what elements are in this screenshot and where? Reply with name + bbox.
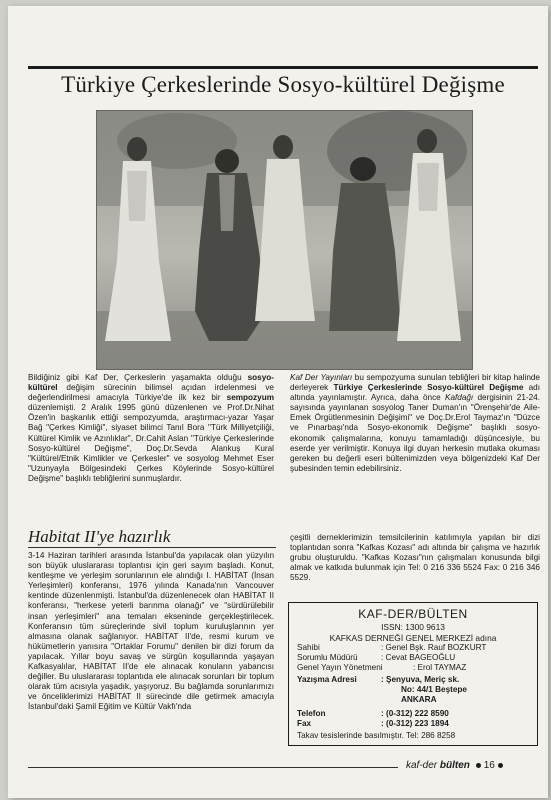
footer-dot-right-icon [498,763,503,768]
habitat-text: 3-14 Haziran tarihleri arasında İstanbul'da yapılacak olan yüzyılın son büyük uluslararası toplantısı için geri sayım başladı. Konut, kentleşme ve yerleşim sorunlarının ele alındığı I. HABİTAT (İnsan Yerleşimleri) konferansı, 1976 yılında Kanada'nın Vancouver kentinde düzenlenmişti. İstanbul'da düzenlenecek olan HABİTAT II konferansı, "herkese yeterli barınma olanağı" ve "sürdürülebilir insan yerleşimleri" ana temaları ekseninde gerçekleştirilecek. Konferansın tüm süreçlerinde sivil toplum kuruluşlarının yer almasına olanak sağlanıyor. HABİTAT II'de, resmi kurum ve hükümetlerin yanısıra "Ortaklar Forumu" denilen bir dizi forum da yapılacak. Yıllar boyu savaş ve sürgün koşullarında yaşayan Kafkasyalılar, HABİTAT II'de ele alınacak konuların yabancısı değiller. Bu uluslararası toplantıda ele alınacak sorunları bir toplum olarak tüm acısıyla yaşadık, yaşıyoruz. Bu bağlamda sorunlarımızı ve önceliklerimizi HABİTAT II sürecinde dile getirmek amacıyla İstanbul'daki Şamil Eğitim ve Kültür Vakfı'nda [28,551,274,712]
intro-right-bold-1: Türkiye Çerkeslerinde Sosyo-kültürel Değişme [333,383,524,393]
masthead-issn: ISSN: 1300 9613 [381,622,445,632]
intro-right-text-2: adı altında yayınlamıştır. Ayrıca, daha önce [290,383,540,403]
page-number: 16 [483,760,495,771]
historical-group-photo [96,110,473,370]
intro-right-italic-1: Kaf Der Yayınları [290,373,353,382]
fax-label: Fax [297,719,312,728]
footer-rule [28,767,398,768]
fax-value: : (0-312) 223 1894 [381,719,449,728]
page-footer [406,760,506,771]
intro-right-column [290,373,540,523]
editor-value: : Cevat BAGEOĞLU [381,653,456,662]
address-line-1: : Şenyuva, Meriç sk. [381,675,460,684]
intro-left-bold-2: sempozyum [226,393,274,403]
address-line-2: No: 44/1 Beştepe [401,685,467,694]
title-top-rule [28,66,538,69]
intro-right-italic-2: Kafdağı [444,393,474,403]
intro-right-text-3: dergisinin 21-24. sayısında yayınlanan sosyolog Taner Duman'ın "Örenşehir'de Aile-Emek Örgütlenmesinin Değişimi" ve Doç.Dr.Erol Taymaz'ın "Düzce ve Pınarbaşı'nda Sosyo-ekonomik Değişme" başlıklı sosyo-ekonomik çalışmalarına, konuyu tamamladığı düşüncesiyle, bu eserde yer verilmiştir. Konuya ilgi duyan herkesin mutlaka okuması gereken bu değerli eseri bültenimizden veya bölgenizdeki Kaf Der şubesinden temin edebilirsiniz. [290,393,540,473]
masthead-title: KAF-DER/BÜLTEN [358,607,468,621]
printer-line: Takav tesislerinde basılmıştır. Tel: 286 8258 [297,731,456,740]
footer-brand: kaf-der [406,760,438,771]
intro-left-text-3: düzenlemişti. 2 Aralık 1995 günü düzenlenen ve Prof.Dr.Nihat Özen'in başkanlık ettiği sempozyumda, araştırmacı-yazar Yaşar Bağ "Çerkes Kimliği", siyaset bilimci Tanıl Bora "Türk Milliyetçiliği, Kültürel Kimlik ve Azınlıklar", Dr.Cahit Aslan "Türkiye Çerkeslerinde Sosyo-kültürel Değişme", Doç.Dr.Sevda Alankuş Kural "Kültürel/Etnik Kimlikler ve Çerkesler" ve sosyolog Mehmet Eser "Uzunyayla Bölgesindeki Çerkes Köylerinde Sosyo-kültürel Değişme" başlıklı tebliğlerini sunmuşlardır. [28,403,274,483]
phone-label: Telefon [297,709,326,718]
board-value: : Erol TAYMAZ [413,663,467,672]
footer-bulletin: bülten [439,760,470,771]
footer-dot-left-icon [476,763,481,768]
address-label: Yazışma Adresi [297,675,357,684]
habitat-heading-rule [28,547,276,548]
address-line-3: ANKARA [401,695,437,704]
owner-value: : Genel Bşk. Rauf BOZKURT [381,643,487,652]
intro-left-text-2: değişim sürecinin bilimsel açıdan irdelenmesi ve değerlendirilmesi amacıyla Türkiye'de ilk kez bir [28,383,274,403]
phone-value: : (0-312) 222 8590 [381,709,449,718]
owner-label: Sahibi [297,643,320,652]
masthead-box [288,602,538,746]
magazine-page [8,6,548,798]
board-label: Genel Yayın Yönetmeni [297,663,383,672]
masthead-owner-line: KAFKAS DERNEĞİ GENEL MERKEZİ adına [329,633,497,643]
intro-left-bold-1: sosyo-kültürel [28,373,274,393]
habitat-text-continued: çeşitli derneklerimizin temsilcilerinin katılımıyla yapılan bir dizi toplantıdan sonra "Kafkas Kozası" adı altında bir çalışma ve hazırlık grubu oluşturuldu. "Kafkas Kozası"nın çalışmaları konusunda bilgi almak ve katkıda bulunmak için Tel: 0 216 336 5524 Fax: 0 216 346 5529. [290,533,540,583]
habitat-heading: Habitat II'ye hazırlık [28,527,171,546]
intro-right-text-1: bu sempozyuma sunulan tebliğleri bir kitap halinde derleyerek [290,373,540,393]
intro-left-text-1: Bildiğiniz gibi Kaf Der, Çerkeslerin yaşamakta olduğu [28,373,248,382]
intro-left-column [28,373,274,515]
editor-label: Sorumlu Müdürü [297,653,358,662]
article-title: Türkiye Çerkeslerinde Sosyo-kültürel Değişme [61,72,505,97]
